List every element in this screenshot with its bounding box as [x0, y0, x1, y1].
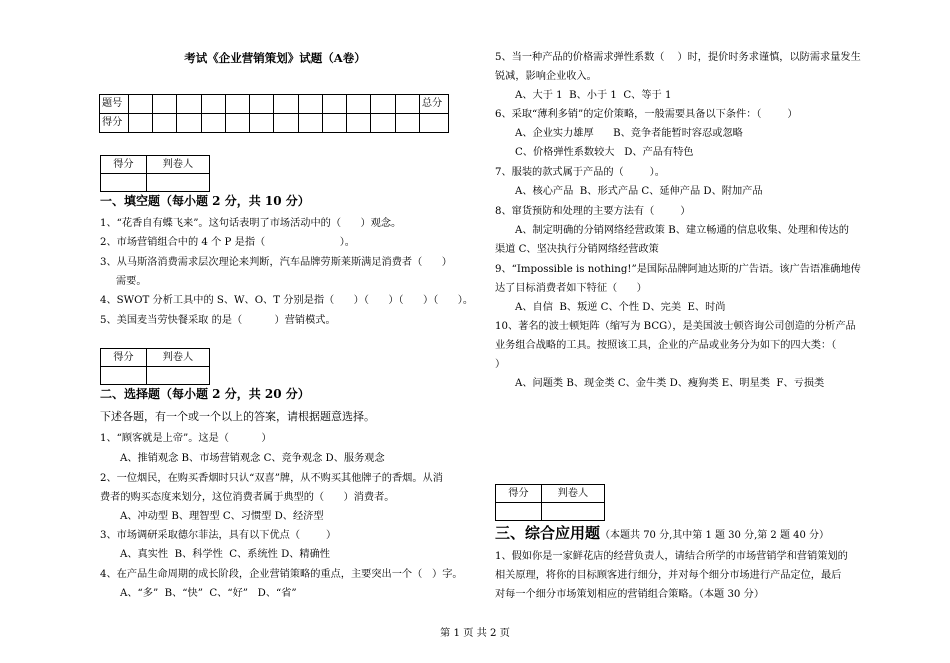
section-2-intro: 下述各题，有一个或一个以上的答案，请根据题意选择。	[100, 410, 375, 423]
score-cell	[250, 114, 274, 133]
question-text: 6、采取“薄利多销”的定价策略，一般需要具备以下条件：（ ）	[495, 109, 798, 120]
option-text: 渠道 C、坚决执行分销网络经营政策	[495, 244, 659, 255]
section-3-subtitle: （本题共 70 分,其中第 1 题 30 分,第 2 题 40 分）	[600, 530, 830, 541]
option-text: A、冲动型 B、理智型 C、习惯型 D、经济型	[120, 511, 324, 522]
option-text: C、价格弹性系数较大 D、产品有特色	[515, 147, 694, 158]
exam-title: 考试《企业营销策划》试题（A卷）	[184, 51, 366, 65]
question-text: 业务组合战略的工具。按照该工具，企业的产品或业务分为如下的四大类：（	[495, 340, 837, 351]
question-text: 2、市场营销组合中的 4 个 P 是指（ ）。	[100, 237, 355, 248]
score-cell	[177, 114, 201, 133]
score-cell	[153, 95, 177, 114]
option-text: A、企业实力雄厚 B、竞争者能暂时容忍或忽略	[515, 128, 743, 139]
section-3-title: 三、综合应用题	[495, 524, 601, 542]
judge-cell	[101, 367, 147, 385]
score-cell	[322, 95, 346, 114]
judge-score-label: 得分	[101, 349, 147, 367]
question-text: 3、从马斯洛消费需求层次理论来判断，汽车品牌劳斯莱斯满足消费者（ ）	[100, 257, 452, 268]
score-cell	[371, 95, 395, 114]
option-text: A、制定明确的分销网络经营政策 B、建立畅通的信息收集、处理和传达的	[515, 225, 849, 236]
section-3-heading	[495, 524, 829, 544]
score-cell	[274, 95, 298, 114]
judge-table	[495, 484, 605, 521]
question-text: 5、当一种产品的价格需求弹性系数（ ）时，提价时务求谨慎，以防需求量发生	[495, 52, 861, 63]
score-cell	[225, 114, 249, 133]
score-cell	[201, 114, 225, 133]
score-cell	[225, 95, 249, 114]
score-cell	[153, 114, 177, 133]
section-2-heading: 二、选择题（每小题 2 分，共 20 分）	[100, 387, 310, 401]
question-text: 1、“顾客就是上帝”。这是（ ）	[100, 433, 272, 444]
score-cell	[274, 114, 298, 133]
score-cell	[371, 114, 395, 133]
question-text: 4、SWOT 分析工具中的 S、W、O、T 分别是指（ ）（ ）（ ）（ ）。	[100, 295, 474, 306]
question-text: 锐减，影响企业收入。	[495, 71, 597, 82]
judge-grader-label: 判卷人	[146, 349, 209, 367]
question-text: 3、市场调研采取德尔菲法，具有以下优点（ ）	[100, 530, 337, 541]
question-text: 对每一个细分市场策划相应的营销组合策略。（本题 30 分）	[495, 589, 765, 600]
score-cell	[177, 95, 201, 114]
option-text: A、真实性 B、科学性 C、系统性 D、精确性	[120, 549, 330, 560]
score-cell	[298, 114, 322, 133]
judge-grader-label: 判卷人	[541, 485, 604, 503]
judge-score-label: 得分	[496, 485, 542, 503]
score-cell	[395, 114, 419, 133]
question-text: 10、著名的波士顿矩阵（缩写为 BCG），是美国波士顿咨询公司创造的分析产品	[495, 321, 856, 332]
judge-table	[100, 348, 210, 385]
score-cell	[419, 114, 448, 133]
section-1-heading: 一、填空题（每小题 2 分，共 10 分）	[100, 194, 310, 208]
score-cell	[129, 114, 153, 133]
score-cell	[201, 95, 225, 114]
question-text: 相关原理，将你的目标顾客进行细分，并对每个细分市场进行产品定位，最后	[495, 570, 842, 581]
question-text: 2、一位烟民，在购买香烟时只认“双喜”牌，从不购买其他牌子的香烟。从消	[100, 473, 443, 484]
score-table-row-score	[100, 114, 449, 133]
judge-cell	[496, 503, 542, 521]
judge-score-label: 得分	[101, 156, 147, 174]
score-table	[99, 94, 449, 133]
judge-table	[100, 155, 210, 192]
question-text: 5、美国麦当劳快餐采取 的是（ ）营销模式。	[100, 315, 336, 326]
question-text: 7、服装的款式属于产品的（ ）。	[495, 167, 665, 178]
score-label: 得分	[100, 114, 129, 133]
judge-cell	[146, 367, 209, 385]
judge-cell	[101, 174, 147, 192]
question-text: 需要。	[116, 276, 147, 287]
judge-grader-label: 判卷人	[146, 156, 209, 174]
question-text: 4、在产品生命周期的成长阶段，企业营销策略的重点，主要突出一个（ ）字。	[100, 569, 463, 580]
question-text: 费者的购买态度来划分，这位消费者属于典型的（ ）消费者。	[100, 492, 395, 503]
score-cell	[347, 95, 371, 114]
score-cell	[322, 114, 346, 133]
option-text: A、自信 B、叛逆 C、个性 D、完美 E、时尚	[515, 302, 726, 313]
option-text: A、“多” B、“快” C、“好” D、“省”	[120, 588, 297, 599]
option-text: A、推销观念 B、市场营销观念 C、竞争观念 D、服务观念	[120, 453, 385, 464]
question-text: 9、“Impossible is nothing!”是国际品牌阿迪达斯的广告语。该广告语准确地传	[495, 264, 861, 275]
score-cell	[347, 114, 371, 133]
score-cell	[250, 95, 274, 114]
option-text: A、问题类 B、现金类 C、金牛类 D、瘦狗类 E、明星类 F、亏损类	[515, 378, 825, 389]
option-text: A、核心产品 B、形式产品 C、延伸产品 D、附加产品	[515, 186, 763, 197]
question-text: 达了目标消费者如下特征（ ）	[495, 283, 647, 294]
question-text: 8、窜货预防和处理的主要方法有（ ）	[495, 206, 691, 217]
total-label: 总分	[419, 95, 448, 114]
score-table-row-number	[100, 95, 449, 114]
question-text: 1、假如你是一家鲜花店的经营负责人，请结合所学的市场营销学和营销策划的	[495, 551, 848, 562]
score-cell	[298, 95, 322, 114]
question-text: 1、“花香自有蝶飞来”。这句话表明了市场活动中的（ ）观念。	[100, 218, 402, 229]
score-cell	[129, 95, 153, 114]
option-text: A、大于 1 B、小于 1 C、等于 1	[515, 90, 672, 101]
page-footer: 第 1 页 共 2 页	[440, 628, 510, 639]
judge-cell	[146, 174, 209, 192]
question-number-label: 题号	[100, 95, 129, 114]
judge-cell	[541, 503, 604, 521]
score-cell	[395, 95, 419, 114]
question-text: ）	[495, 359, 506, 370]
